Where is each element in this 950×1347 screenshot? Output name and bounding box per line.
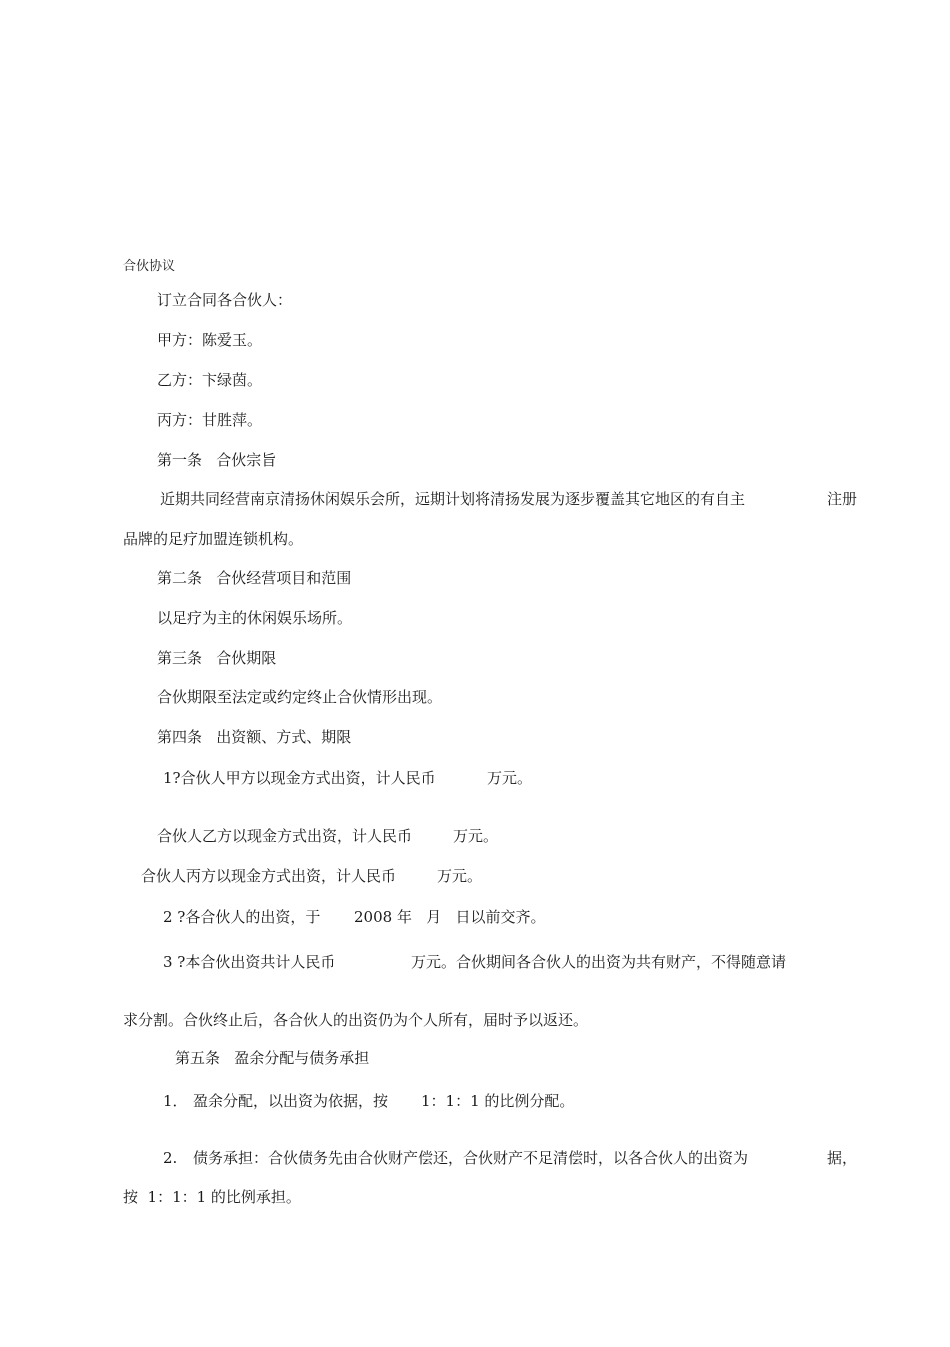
article4-item3-cont: 求分割。合伙终止后，各合伙人的出资仍为个人所有，届时予以返还。 <box>123 1011 589 1029</box>
article4-item1-party-b: 合伙人乙方以现金方式出资，计人民币 <box>157 827 413 845</box>
article2-heading: 第二条 合伙经营项目和范围 <box>157 569 352 587</box>
article4-item3: 3 ?本合伙出资共计人民币 <box>163 953 336 971</box>
article1-heading: 第一条 合伙宗旨 <box>157 451 277 469</box>
party-a: 甲方：陈爱玉。 <box>157 331 263 349</box>
article4-item1-party-c-unit: 万元。 <box>437 867 483 885</box>
article4-item1-unit: 万元。 <box>487 769 533 787</box>
article5-item1-ratio: 1：1：1 的比例分配。 <box>421 1092 575 1110</box>
article4-item2: 2 ?各合伙人的出资，于 <box>163 908 321 926</box>
article5-item2-end: 据， <box>827 1149 858 1167</box>
article1-text-cont: 品牌的足疗加盟连锁机构。 <box>123 530 304 548</box>
article5-item1: 盈余分配，以出资为依据，按 <box>193 1092 389 1110</box>
party-c: 丙方：甘胜萍。 <box>157 411 263 429</box>
article4-heading: 第四条 出资额、方式、期限 <box>157 728 352 746</box>
intro-text: 订立合同各合伙人： <box>157 291 293 309</box>
article4-item1: 1?合伙人甲方以现金方式出资，计人民币 <box>163 769 436 787</box>
article1-text-end: 注册 <box>827 490 858 508</box>
article2-text: 以足疗为主的休闲娱乐场所。 <box>157 609 353 627</box>
article4-item1-party-b-unit: 万元。 <box>453 827 499 845</box>
document-title: 合伙协议 <box>123 259 176 274</box>
article5-item2-cont: 按 1：1：1 的比例承担。 <box>123 1188 301 1206</box>
article1-text: 近期共同经营南京清扬休闲娱乐会所，远期计划将清扬发展为逐步覆盖其它地区的有自主 <box>160 490 746 508</box>
article4-item3-text: 万元。合伙期间各合伙人的出资为共有财产，不得随意请 <box>411 953 787 971</box>
article4-item2-date: 2008 年 月 日以前交齐。 <box>354 908 546 926</box>
article3-text: 合伙期限至法定或约定终止合伙情形出现。 <box>157 688 443 706</box>
article4-item1-party-c: 合伙人丙方以现金方式出资，计人民币 <box>141 867 397 885</box>
party-b: 乙方：卞绿茵。 <box>157 371 263 389</box>
article3-heading: 第三条 合伙期限 <box>157 649 277 667</box>
article5-heading: 第五条 盈余分配与债务承担 <box>175 1049 370 1067</box>
article5-item2-number: 2. <box>163 1149 178 1167</box>
article5-item1-number: 1． <box>163 1092 188 1110</box>
article5-item2: 债务承担：合伙债务先由合伙财产偿还，合伙财产不足清偿时，以各合伙人的出资为 <box>193 1149 749 1167</box>
